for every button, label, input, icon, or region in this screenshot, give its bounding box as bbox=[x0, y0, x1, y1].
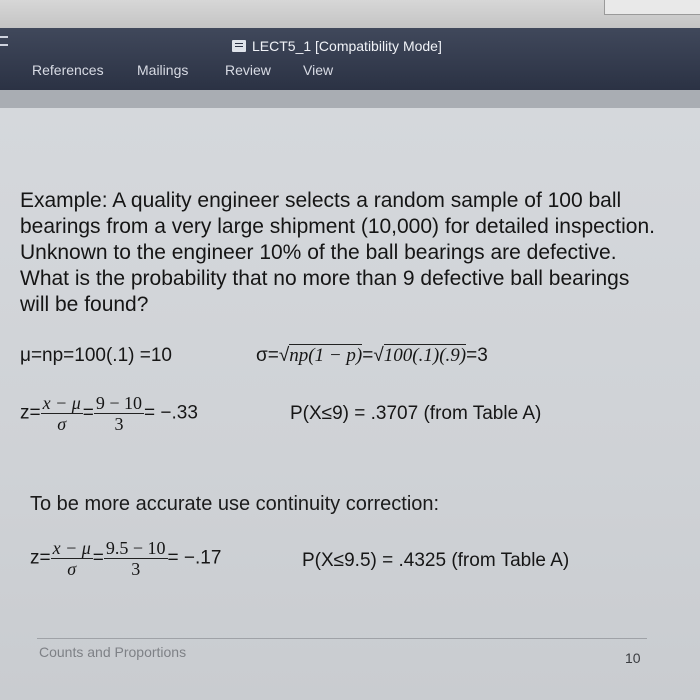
footer-divider bbox=[37, 638, 647, 639]
continuity-note: To be more accurate use continuity correction: bbox=[30, 493, 440, 515]
z-formula-2 bbox=[30, 538, 221, 579]
example-paragraph: Example: A quality engineer selects a random sample of 100 ball bearings from a very large shipment (10,000) for detailed inspection. Unknown to the engineer 10% of the ball bearings are defective. What is the probability that no more than 9 defective ball bearings will be found? bbox=[20, 189, 656, 316]
footer-title: Counts and Proportions bbox=[39, 644, 187, 660]
slide bbox=[0, 108, 700, 700]
window-corner-control[interactable] bbox=[604, 0, 700, 15]
sd-formula bbox=[256, 345, 488, 367]
tab-mailings[interactable]: Mailings bbox=[137, 62, 189, 78]
z1-denominator-2: 3 bbox=[114, 414, 124, 434]
page-number: 10 bbox=[625, 650, 641, 666]
z-formula-1 bbox=[20, 393, 198, 434]
mean-formula bbox=[20, 345, 172, 367]
ribbon bbox=[0, 28, 700, 90]
z1-denominator-1: σ bbox=[57, 414, 67, 434]
z2-numerator-2: 9.5 − 10 bbox=[105, 538, 166, 558]
menu-icon[interactable] bbox=[0, 36, 8, 46]
z1-prefix: z= bbox=[20, 402, 41, 424]
z1-fraction-1 bbox=[41, 393, 83, 434]
mean-formula-text: μ=np=100(.1) =10 bbox=[20, 345, 172, 366]
probability-1: P(X≤9) = .3707 (from Table A) bbox=[290, 403, 542, 424]
probability-2: P(X≤9.5) = .4325 (from Table A) bbox=[302, 550, 570, 571]
z2-prefix: z= bbox=[30, 547, 51, 569]
sqrt-icon: √ bbox=[278, 345, 290, 366]
window-title-text: LECT5_1 [Compatibility Mode] bbox=[252, 38, 442, 54]
z1-result: = −.33 bbox=[144, 402, 198, 424]
z1-numerator-2: 9 − 10 bbox=[95, 393, 143, 413]
z2-numerator-1: x − μ bbox=[52, 538, 91, 558]
sd-prefix: σ= bbox=[256, 345, 279, 366]
tab-review[interactable]: Review bbox=[225, 62, 271, 78]
sd-result: =3 bbox=[466, 345, 488, 366]
z2-denominator-2: 3 bbox=[131, 559, 141, 579]
ruler-strip bbox=[0, 90, 700, 108]
sd-radicand-1: np(1 − p) bbox=[289, 345, 363, 366]
window-frame-top bbox=[0, 0, 700, 28]
sd-mid: = bbox=[362, 345, 374, 366]
ribbon-tabs bbox=[22, 62, 343, 78]
sqrt-icon: √ bbox=[373, 345, 384, 366]
z2-denominator-1: σ bbox=[67, 559, 77, 579]
z1-equals: = bbox=[82, 402, 94, 424]
z2-fraction-1 bbox=[51, 538, 93, 579]
z1-fraction-2 bbox=[94, 393, 144, 434]
sd-radicand-2: 100(.1)(.9) bbox=[383, 345, 467, 366]
tab-references[interactable]: References bbox=[32, 62, 104, 78]
window-title bbox=[232, 38, 442, 54]
tab-view[interactable]: View bbox=[303, 62, 334, 78]
word-document-icon bbox=[232, 40, 246, 52]
z1-numerator-1: x − μ bbox=[42, 393, 81, 413]
z2-equals: = bbox=[92, 547, 104, 569]
z2-fraction-2 bbox=[104, 538, 168, 579]
z2-result: = −.17 bbox=[167, 547, 222, 569]
